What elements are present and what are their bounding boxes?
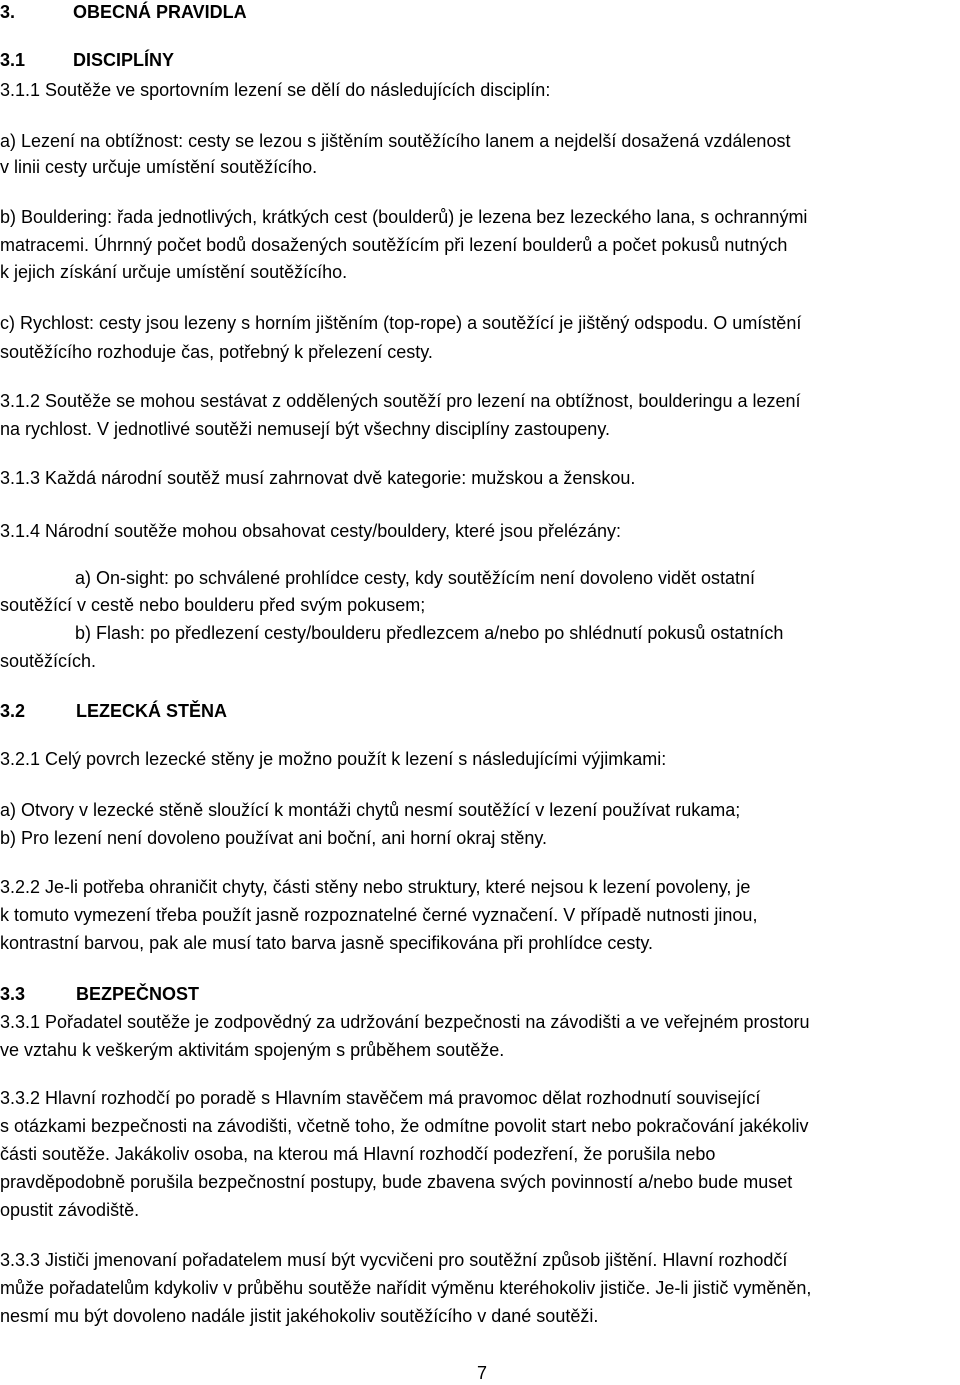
paragraph-flash-line1: b) Flash: po předlezení cesty/boulderu předlezcem a/nebo po shlédnutí pokusů ostatních [75, 623, 784, 643]
paragraph-3-1-1-b-line1: b) Bouldering: řada jednotlivých, krátkých cest (boulderů) je lezena bez lezeckého lana, s ochrannými [0, 207, 808, 227]
paragraph-3-1-4: 3.1.4 Národní soutěže mohou obsahovat cesty/bouldery, které jsou přelézány: [0, 521, 622, 541]
section-title: DISCIPLÍNY [73, 50, 175, 70]
paragraph-3-1-1-a-line1: a) Lezení na obtížnost: cesty se lezou s jištěním soutěžícího lanem a nejdelší dosažená vzdálenost [0, 131, 791, 151]
paragraph-3-3-2-line5: opustit závodiště. [0, 1200, 140, 1220]
paragraph-3-1-2-line2: na rychlost. V jednotlivé soutěži nemusejí být všechny disciplíny zastoupeny. [0, 419, 610, 439]
paragraph-3-1-3: 3.1.3 Každá národní soutěž musí zahrnovat dvě kategorie: mužskou a ženskou. [0, 468, 636, 488]
paragraph-3-1-1-c-line1: c) Rychlost: cesty jsou lezeny s horním jištěním (top-rope) a soutěžící je jištěný odspodu. O umístění [0, 313, 802, 333]
paragraph-3-2-1: 3.2.1 Celý povrch lezecké stěny je možno použít k lezení s následujícími výjimkami: [0, 749, 667, 769]
paragraph-3-3-1-line1: 3.3.1 Pořadatel soutěže je zodpovědný za udržování bezpečnosti na závodišti a ve veřejném prostoru [0, 1012, 810, 1032]
paragraph-3-1-1-b-line3: k jejich získání určuje umístění soutěžícího. [0, 262, 348, 282]
paragraph-3-2-2-line1: 3.2.2 Je-li potřeba ohraničit chyty, části stěny nebo struktury, které nejsou k lezení povoleny, je [0, 877, 751, 897]
section-title: LEZECKÁ STĚNA [76, 701, 228, 721]
paragraph-3-1-1-c-line2: soutěžícího rozhoduje čas, potřebný k přelezení cesty. [0, 342, 433, 362]
paragraph-3-1-2-line1: 3.1.2 Soutěže se mohou sestávat z oddělených soutěží pro lezení na obtížnost, boulderingu a lezení [0, 391, 801, 411]
paragraph-3-3-2-line3: části soutěže. Jakákoliv osoba, na kterou má Hlavní rozhodčí podezření, že porušila nebo [0, 1144, 716, 1164]
paragraph-3-3-3-line2: může pořadatelům kdykoliv v průběhu soutěže nařídit výměnu kteréhokoliv jističe. Je-li jistič vyměněn, [0, 1278, 812, 1298]
section-number: 3.1 [0, 50, 26, 70]
paragraph-3-3-2-line1: 3.3.2 Hlavní rozhodčí po poradě s Hlavním stavěčem má pravomoc dělat rozhodnutí související [0, 1088, 761, 1108]
section-number: 3.2 [0, 701, 26, 721]
section-heading-3 [0, 1, 247, 23]
paragraph-3-3-1-line2: ve vztahu k veškerým aktivitám spojeným s průběhem soutěže. [0, 1040, 505, 1060]
section-heading-3-1 [0, 49, 174, 71]
paragraph-3-1-1-b-line2: matracemi. Úhrnný počet bodů dosažených soutěžícím při lezení boulderů a počet pokusů nutných [0, 235, 788, 255]
paragraph-onsight-line1: a) On-sight: po schválené prohlídce cesty, kdy soutěžícím není dovoleno vidět ostatní [75, 568, 756, 588]
paragraph-3-3-2-line2: s otázkami bezpečnosti na závodišti, včetně toho, že odmítne povolit start nebo pokračování jakékoliv [0, 1116, 809, 1136]
paragraph-3-2-1-b: b) Pro lezení není dovoleno používat ani boční, ani horní okraj stěny. [0, 828, 548, 848]
paragraph-3-3-3-line3: nesmí mu být dovoleno nadále jistit jakéhokoliv soutěžícího v dané soutěži. [0, 1306, 599, 1326]
paragraph-onsight-line2: soutěžící v cestě nebo boulderu před svým pokusem; [0, 595, 426, 615]
page-number: 7 [477, 1363, 488, 1383]
section-title: BEZPEČNOST [76, 984, 200, 1004]
section-title: OBECNÁ PRAVIDLA [73, 2, 247, 22]
section-heading-3-2 [0, 700, 227, 722]
paragraph-3-3-3-line1: 3.3.3 Jističi jmenovaní pořadatelem musí být vycvičeni pro soutěžní způsob jištění. Hlavní rozhodčí [0, 1250, 788, 1270]
paragraph-3-1-1-a-line2: v linii cesty určuje umístění soutěžícího. [0, 157, 318, 177]
paragraph-3-2-2-line3: kontrastní barvou, pak ale musí tato barva jasně specifikována při prohlídce cesty. [0, 933, 654, 953]
paragraph-3-3-2-line4: pravděpodobně porušila bezpečnostní postupy, bude zbavena svých povinností a/nebo bude muset [0, 1172, 793, 1192]
paragraph-3-1-1: 3.1.1 Soutěže ve sportovním lezení se dělí do následujících disciplín: [0, 80, 551, 100]
section-number: 3. [0, 2, 16, 22]
paragraph-3-2-1-a: a) Otvory v lezecké stěně sloužící k montáži chytů nesmí soutěžící v lezení používat rukama; [0, 800, 741, 820]
section-heading-3-3 [0, 983, 199, 1005]
paragraph-flash-line2: soutěžících. [0, 651, 97, 671]
paragraph-3-2-2-line2: k tomuto vymezení třeba použít jasně rozpoznatelné černé vyznačení. V případě nutnosti jinou, [0, 905, 758, 925]
section-number: 3.3 [0, 984, 26, 1004]
